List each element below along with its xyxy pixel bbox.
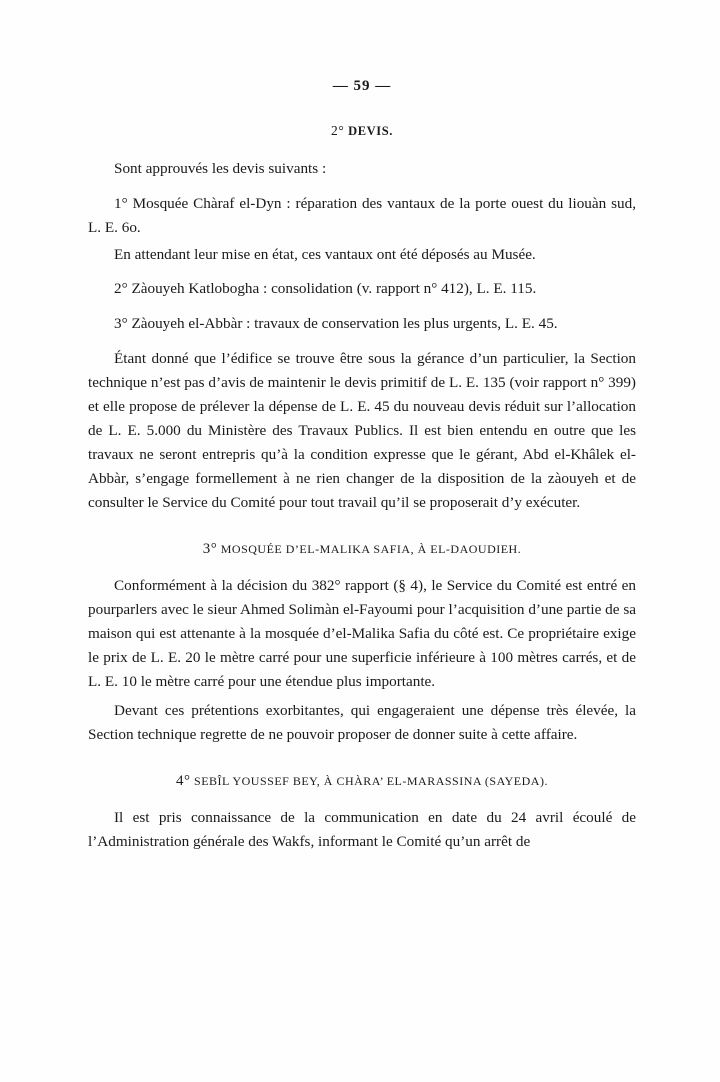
devis-item-2-number: 2° — [114, 280, 128, 298]
sebil-paragraph-1: Il est pris connaissance de la communication en date du 24 avril écoulé de l’Administration générale des Wakfs, informant le Comité qu’un arrêt de — [88, 808, 636, 850]
section-heading-devis — [88, 123, 636, 139]
devis-item-1-text: Mosquée Chàraf el-Dyn : réparation des vantaux de la porte ouest du liouàn sud, L. E. 6o. — [88, 194, 637, 236]
devis-item-1 — [88, 192, 636, 240]
devis-paragraph: Étant donné que l’édifice se trouve être sous la gérance d’un particulier, la Section technique n’est pas d’avis de maintenir le devis primitif de L. E. 135 (voir rapport n° 399) et elle propose de prélever la dépense de L. E. 45 du nouveau devis réduit sur l’allocation de L. E. 5.000 du Ministère des Travaux Publics. Il est bien entendu en outre que les travaux ne seront entrepris qu’à la condition expresse que le gérant, Abd el-Khâlek el-Abbàr, s’engage formellement à ne rien changer de la disposition de la zàouyeh et de consulter le Service du Comité pour tout travail qu’il se proposerait d’y exécuter. — [88, 349, 636, 511]
section-heading-malika-safia-number: 3° — [202, 540, 218, 557]
devis-item-1-note: En attendant leur mise en état, ces vantaux ont été déposés au Musée. — [114, 245, 536, 263]
malika-safia-paragraph-1: Conformément à la décision du 382° rapport (§ 4), le Service du Comité est entré en pourparlers avec le sieur Ahmed Solimàn el-Fayoumi pour l’acquisition d’une partie de sa maison qui est attenante à la mosquée d’el-Malika Safia du côté est. Ce propriétaire exige le prix de L. E. 20 le mètre carré pour une superficie inférieure à 100 mètres carrés, et de L. E. 10 le mètre carré pour une étendue plus importante. — [88, 576, 636, 690]
devis-item-3-number: 3° — [114, 315, 128, 333]
devis-item-1-number: 1° — [114, 194, 128, 212]
section-heading-malika-safia — [88, 541, 636, 558]
devis-item-2 — [88, 277, 636, 301]
section-heading-sebil-label: SEBÎL YOUSSEF BEY, À CHÀRA’ EL-MARASSINA (SAYEDA). — [194, 773, 548, 788]
devis-intro: Sont approuvés les devis suivants : — [114, 160, 327, 177]
section-heading-devis-number: 2° — [330, 123, 345, 138]
section-heading-devis-label: DEVIS. — [348, 124, 394, 138]
devis-item-3-text: Zàouyeh el-Abbàr : travaux de conservation les plus urgents, L. E. 45. — [131, 315, 558, 333]
section-heading-sebil — [88, 773, 636, 790]
devis-item-3 — [88, 312, 636, 336]
section-heading-malika-safia-label: MOSQUÉE D’EL-MALIKA SAFIA, À EL-DAOUDIEH. — [220, 541, 522, 556]
section-heading-sebil-number: 4° — [176, 772, 191, 789]
devis-item-2-text: Zàouyeh Katlobogha : consolidation (v. rapport n° 412), L. E. 115. — [131, 280, 537, 298]
malika-safia-paragraph-2: Devant ces prétentions exorbitantes, qui engageraient une dépense très élevée, la Section technique regrette de ne pouvoir proposer de donner suite à cette affaire. — [88, 701, 636, 743]
page-content — [88, 78, 636, 858]
page-folio: — 59 — — [332, 78, 392, 94]
